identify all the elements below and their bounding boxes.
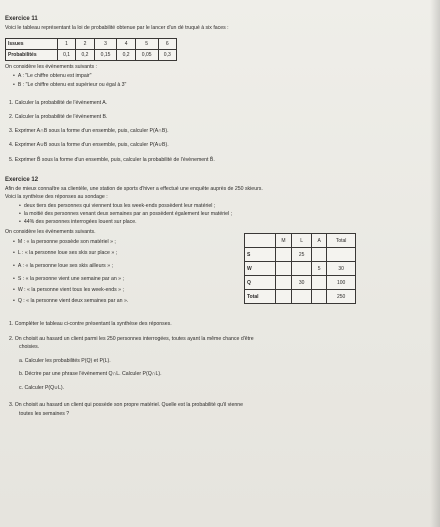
exercise-11-title: Exercice 11 [5,16,38,22]
table-cell: 6 [158,39,176,50]
table-cell: 0,1 [57,50,75,61]
table-cell: W [245,262,276,276]
table-cell: 5 [311,262,326,276]
table-cell [327,248,356,262]
table-row [245,290,356,304]
table-cell: 250 [327,290,356,304]
table-cell: 100 [327,276,356,290]
table-cell [292,290,311,304]
table-row [245,276,356,290]
events-intro: On considère les évènements suivants : [5,64,97,70]
table-row [245,248,356,262]
table-cell: 0,05 [135,50,158,61]
event-w: • W : « la personne vient tous les week-ends » ; [13,287,124,293]
ex12-question-2a: a. Calculer les probabilités P(Q) et P(L). [19,358,111,364]
question-4: 4. Exprimer A∪B sous la forme d'un ensemble, puis, calculer P(A∪B). [9,142,169,148]
table-row [6,39,177,50]
survey-bullet-1: • deux tiers des personnes qui viennent tous les week-ends possèdent leur matériel ; [19,203,215,209]
ex12-question-2-cont: choisies. [19,344,40,350]
table-cell: 0,15 [94,50,117,61]
table-cell [275,248,292,262]
table-cell: M [275,234,292,248]
table-cell: 4 [117,39,135,50]
question-1: 1. Calculer la probabilité de l'évènement A. [9,100,108,106]
table-cell: A [311,234,326,248]
table-cell: L [292,234,311,248]
table-cell: 0,3 [158,50,176,61]
event-a-12: • A : « la personne loue ses skis ailleurs » ; [13,263,113,269]
table-cell [275,276,292,290]
survey-table [244,233,356,304]
ex12-question-2c: c. Calculer P(Q∪L). [19,385,65,391]
table-cell: Q [245,276,276,290]
event-s: • S : « la personne vient une semaine par an » ; [13,276,124,282]
table-cell: 2 [76,39,94,50]
table-cell: Issues [6,39,58,50]
ex12-question-1: 1. Compléter le tableau ci-contre présentant la synthèse des réponses. [9,321,172,327]
table-cell: S [245,248,276,262]
ex12-question-3-cont: toutes les semaines ? [19,411,70,417]
table-cell: 0,2 [117,50,135,61]
ex12-question-3: 3. On choisit au hasard un client qui possède son propre matériel. Quelle est la probabilité qu'il vienne [9,402,243,408]
ex12-question-2b: b. Décrire par une phrase l'évènement Q∩L. Calculer P(Q∩L). [19,371,162,377]
event-a: • A : "Le chiffre obtenu est impair" [13,73,92,79]
table-row [245,262,356,276]
table-cell: Total [245,290,276,304]
survey-bullet-2: • la moitié des personnes venant deux semaines par an possèdent également leur matériel ; [19,211,232,217]
survey-bullet-3: • 44% des personnes interrogées louent sur place. [19,219,137,225]
exercise-12-intro: Afin de mieux connaître sa clientèle, une station de sports d'hiver a effectué une enquête auprès de 250 skieurs. [5,186,263,192]
page-edge-shadow [430,0,440,527]
table-cell [311,290,326,304]
question-3: 3. Exprimer A∩B sous la forme d'un ensemble, puis, calculer P(A∩B). [9,128,169,134]
event-l: • L : « la personne loue ses skis sur place » ; [13,250,117,256]
event-b: • B : "Le chiffre obtenu est supérieur ou égal à 3" [13,82,126,88]
probability-table [5,38,177,61]
table-cell [311,248,326,262]
table-cell: 30 [327,262,356,276]
exercise-11-intro: Voici le tableau représentant la loi de probabilité obtenue par le lancer d'un dé truqué à six faces : [5,25,229,31]
question-2: 2. Calculer la probabilité de l'évènement B. [9,114,108,120]
table-cell [245,234,276,248]
question-5: 5. Exprimer B̄ sous la forme d'un ensemble, puis, calculer la probabilité de l'évènement B̄. [9,157,215,163]
table-cell: Total [327,234,356,248]
table-cell: 3 [94,39,117,50]
table-cell: 30 [292,276,311,290]
table-cell [311,276,326,290]
table-cell [275,290,292,304]
table-cell: 25 [292,248,311,262]
table-row [6,50,177,61]
table-cell [275,262,292,276]
table-row [245,234,356,248]
exercise-12-title: Exercice 12 [5,177,39,183]
events-intro-12: On considère les évènements suivants. [5,229,96,235]
table-cell [292,262,311,276]
table-cell: Probabilités [6,50,58,61]
event-q: • Q : « la personne vient deux semaines par an ». [13,298,128,304]
table-cell: 1 [57,39,75,50]
table-cell: 0,2 [76,50,94,61]
table-cell: 5 [135,39,158,50]
event-m: • M : « la personne possède son matériel » ; [13,239,116,245]
ex12-question-2: 2. On choisit au hasard un client parmi les 250 personnes interrogées, toutes ayant la même chance d'être [9,336,254,342]
exercise-12-intro-2: Voici la synthèse des réponses au sondage : [5,194,108,200]
